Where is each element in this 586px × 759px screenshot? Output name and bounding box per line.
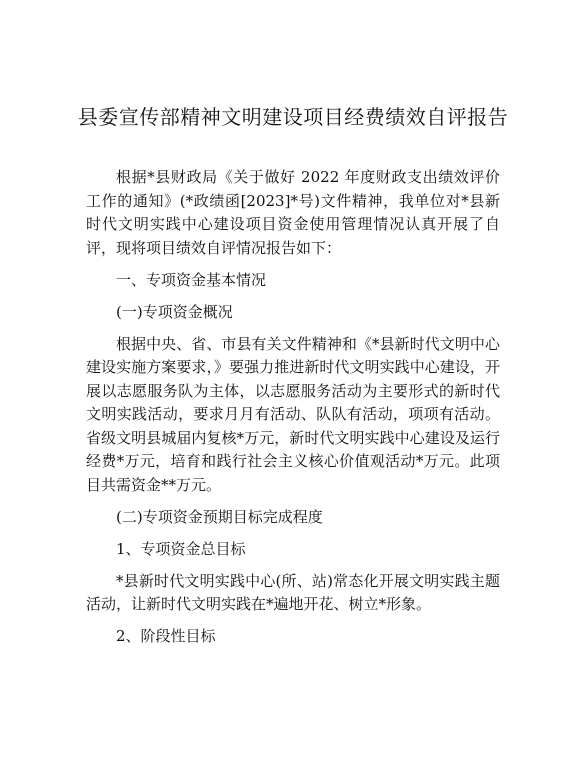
overview-paragraph: 根据中央、省、市县有关文件精神和《*县新时代文明中心建设实施方案要求，》要强力推进新时代文明实践中心建设，开展以志愿服务队为主体，以志愿服务活动为主要形式的新时代文明实践活动，要求月月有活动、队队有活动，项项有活动。省级文明县城届内复核*万元，新时代文明实践中心建设及运行经费*万元，培育和践行社会主义核心价值观活动*万元。此项目共需资金**万元。 xyxy=(86,334,500,494)
subsection-heading-goal-completion: (二)专项资金预期目标完成程度 xyxy=(116,507,323,526)
document-body xyxy=(86,166,500,649)
document-title: 县委宣传部精神文明建设项目经费绩效自评报告 xyxy=(77,105,509,129)
intro-paragraph: 根据*县财政局《关于做好 2022 年度财政支出绩效评价工作的通知》(*政绩函[2023]*号)文件精神，我单位对*县新时代文明实践中心建设项目资金使用管理情况认真开展了自评，现将项目绩效自评情况报告如下： xyxy=(86,168,500,257)
overall-goal-paragraph: *县新时代文明实践中心(所、站)常态化开展文明实践主题活动，让新时代文明实践在*遍地开花、树立*形象。 xyxy=(86,571,500,613)
subsection-heading-overview: (一)专项资金概况 xyxy=(116,302,233,321)
item-heading-overall-goal: 1、专项资金总目标 xyxy=(116,539,246,558)
section-heading-basic-info: 一、专项资金基本情况 xyxy=(116,270,267,289)
item-heading-stage-goal: 2、阶段性目标 xyxy=(116,627,216,645)
